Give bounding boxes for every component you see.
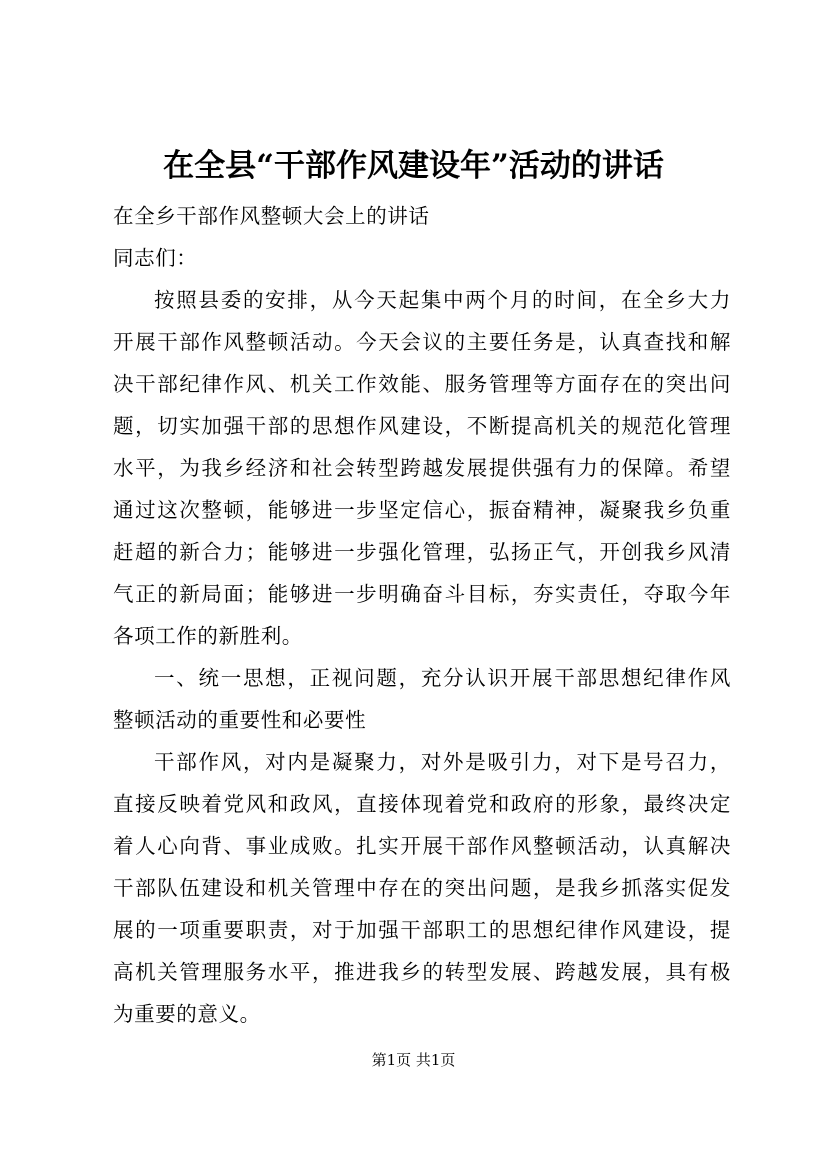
paragraph-line: 干部作风，对内是凝聚力，对外是吸引力，对下是号召力，	[154, 750, 731, 774]
subtitle-line: 在全乡干部作风整顿大会上的讲话	[113, 204, 430, 228]
paragraph-line: 按照县委的安排，从今天起集中两个月的时间，在全乡大力	[154, 288, 731, 312]
document-body	[113, 195, 731, 1035]
paragraph-line: 决干部纪律作风、机关工作效能、服务管理等方面存在的突出问	[113, 372, 731, 396]
salutation-line: 同志们：	[113, 246, 198, 270]
paragraph-line: 水平，为我乡经济和社会转型跨越发展提供强有力的保障。希望	[113, 456, 731, 480]
paragraph-line: 赶超的新合力；能够进一步强化管理，弘扬正气，开创我乡风清	[113, 540, 731, 564]
paragraph-line: 开展干部作风整顿活动。今天会议的主要任务是，认真查找和解	[113, 330, 731, 354]
paragraph-line: 通过这次整顿，能够进一步坚定信心，振奋精神，凝聚我乡负重	[113, 498, 731, 522]
paragraph-line: 展的一项重要职责，对于加强干部职工的思想纪律作风建设，提	[113, 918, 731, 942]
paragraph-line: 着人心向背、事业成败。扎实开展干部作风整顿活动，认真解决	[113, 834, 731, 858]
paragraph-line: 题，切实加强干部的思想作风建设，不断提高机关的规范化管理	[113, 414, 731, 438]
page-footer: 第1页 共1页	[371, 1051, 456, 1069]
paragraph-line: 气正的新局面；能够进一步明确奋斗目标，夯实责任，夺取今年	[113, 582, 731, 606]
paragraph-line: 干部队伍建设和机关管理中存在的突出问题，是我乡抓落实促发	[113, 876, 731, 900]
paragraph-line: 直接反映着党风和政风，直接体现着党和政府的形象，最终决定	[113, 792, 731, 816]
section-heading-line: 一、统一思想，正视问题，充分认识开展干部思想纪律作风	[154, 666, 731, 690]
paragraph-line: 各项工作的新胜利。	[113, 624, 303, 648]
paragraph-line: 高机关管理服务水平，推进我乡的转型发展、跨越发展，具有极	[113, 960, 731, 984]
section-heading-line: 整顿活动的重要性和必要性	[113, 708, 367, 732]
paragraph-line: 为重要的意义。	[113, 1002, 261, 1026]
document-title: 在全县“干部作风建设年”活动的讲话	[163, 148, 664, 184]
